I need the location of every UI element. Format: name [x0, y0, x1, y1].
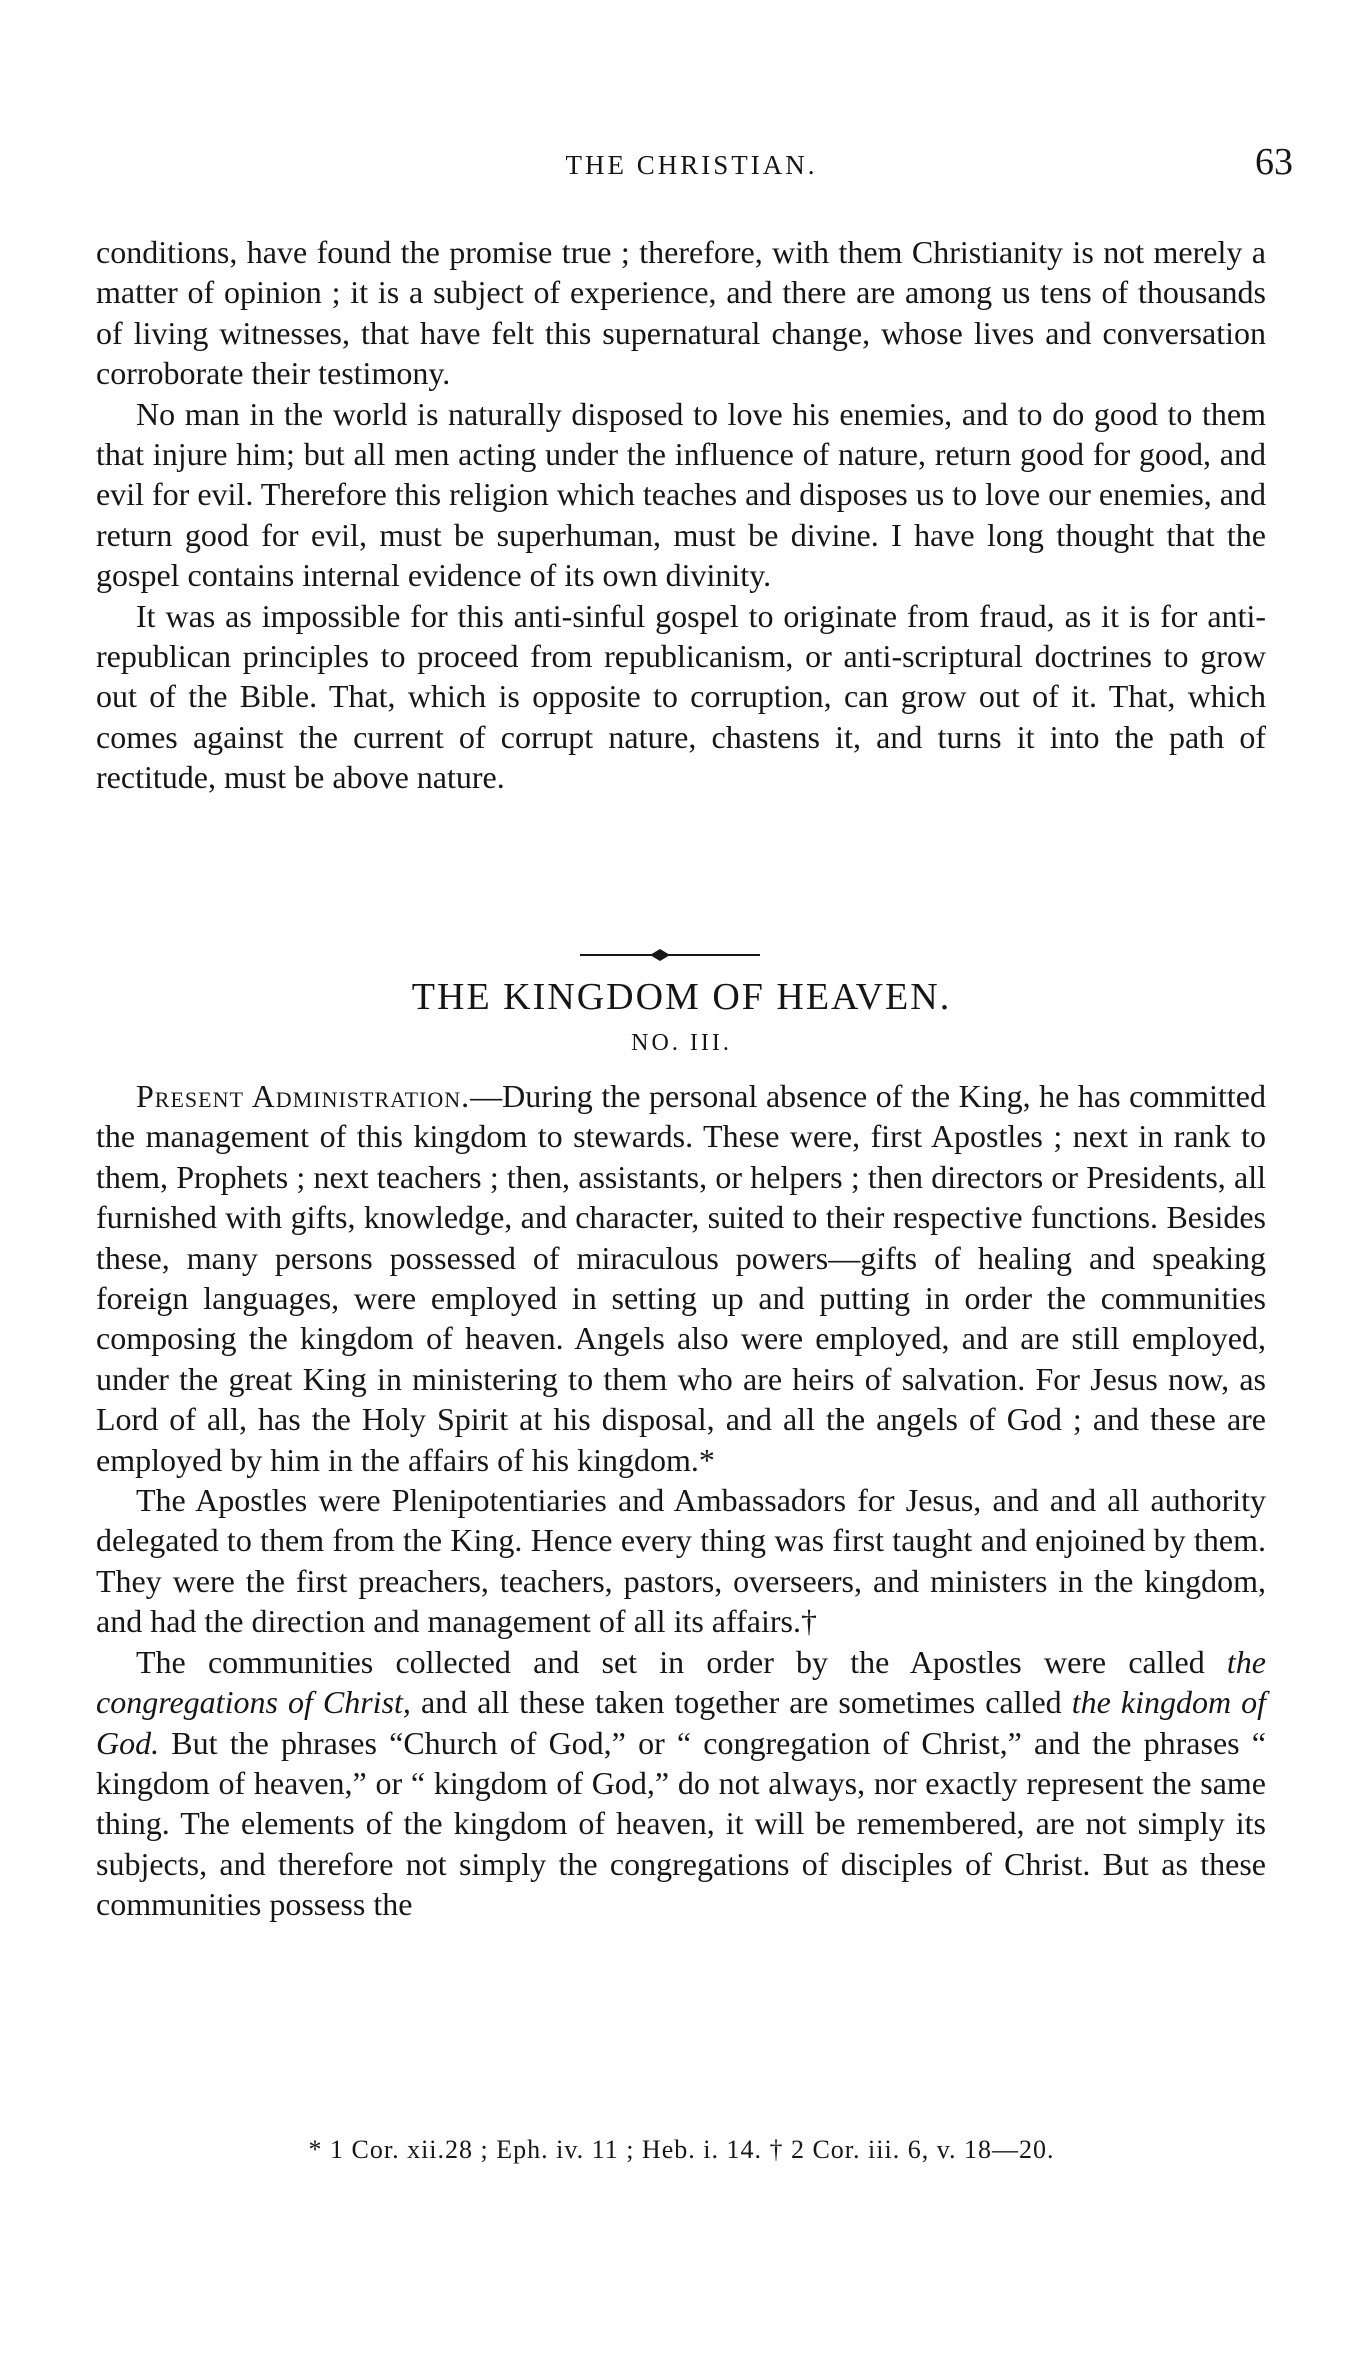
emphasis: the congregations of Christ, — [96, 1643, 1266, 1721]
paragraph: It was as impossible for this anti-sinful gospel to originate from fraud, as it is for anti-republican principles to proceed from republicanism, or anti-scriptural doctrines to grow out of the Bible. That, which is opposite to corruption, can grow out of it. That, which comes against the current of corrupt nature, chastens it, and turns it into the path of rectitude, must be above nature. — [96, 597, 1266, 796]
running-head — [90, 141, 1293, 200]
article-text — [96, 1076, 1266, 1925]
text-run: The communities collected and set in order by the Apostles were called — [136, 1643, 1227, 1680]
paragraph: No man in the world is naturally disposed to love his enemies, and to do good to them that injure him; but all men acting under the influence of nature, return good for good, and evil for evil. Therefore this religion which teaches and disposes us to love our enemies, and return good for evil, must be superhuman, must be divine. I have long thought that the gospel contains internal evidence of its own divinity. — [96, 395, 1266, 594]
article-number: NO. III. — [631, 1030, 732, 1056]
text-run: and all these taken together are sometimes called — [410, 1684, 1072, 1721]
footnotes: * 1 Cor. xii.28 ; Eph. iv. 11 ; Heb. i. 14. † 2 Cor. iii. 6, v. 18—20. — [308, 2135, 1055, 2164]
emphasis: the kingdom of God. — [96, 1684, 1267, 1761]
text-run: But the phrases “Church of God,” or “ congregation of Christ,” and the phrases “ kingdom of heaven,” or “ kingdom of God,” do not always, nor exactly represent the same thing. The elements of the kingdom of heaven, it will be remembered, are not simply its subjects, and therefore not simply the congregations of disciples of Christ. But as these communities possess the — [96, 1724, 1266, 1923]
section-divider-ornament — [580, 948, 760, 962]
article-title: THE KINGDOM OF HEAVEN. — [411, 976, 952, 1018]
page-number: 63 — [1255, 141, 1293, 183]
previous-article-text — [96, 232, 1266, 798]
paragraph-body: —During the personal absence of the King, he has committed the management of this kingdom to stewards. These were, first Apostles ; next in rank to them, Prophets ; next teachers ; then, assistants, or helpers ; then directors or Presidents, all furnished with gifts, knowledge, and character, suited to their respective functions. Besides these, many persons possessed of miraculous powers—gifts of healing and speaking foreign languages, were employed in setting up and putting in order the communities composing the kingdom of heaven. Angels also were employed, and are still employed, under the great King in ministering to them who are heirs of salvation. For Jesus now, as Lord of all, has the Holy Spirit at his disposal, and all the angels of God ; and these are employed by him in the affairs of his kingdom.* — [96, 1078, 1266, 1478]
paragraph: The Apostles were Plenipotentiaries and Ambassadors for Jesus, and and all authority delegated to them from the King. Hence every thing was first taught and enjoined by them. They were the first preachers, teachers, pastors, overseers, and ministers in the kingdom, and had the direction and management of all its affairs.† — [96, 1482, 1266, 1640]
paragraph-lead: Present Administration. — [136, 1078, 471, 1114]
running-title: THE CHRISTIAN. — [565, 150, 818, 180]
paragraph — [96, 1076, 1266, 1480]
paragraph: conditions, have found the promise true ; therefore, with them Christianity is not merely a matter of opinion ; it is a subject of experience, and there are among us tens of thousands of living witnesses, that have felt this supernatural change, whose lives and conversation corroborate their testimony. — [96, 234, 1266, 392]
paragraph — [96, 1642, 1266, 1925]
